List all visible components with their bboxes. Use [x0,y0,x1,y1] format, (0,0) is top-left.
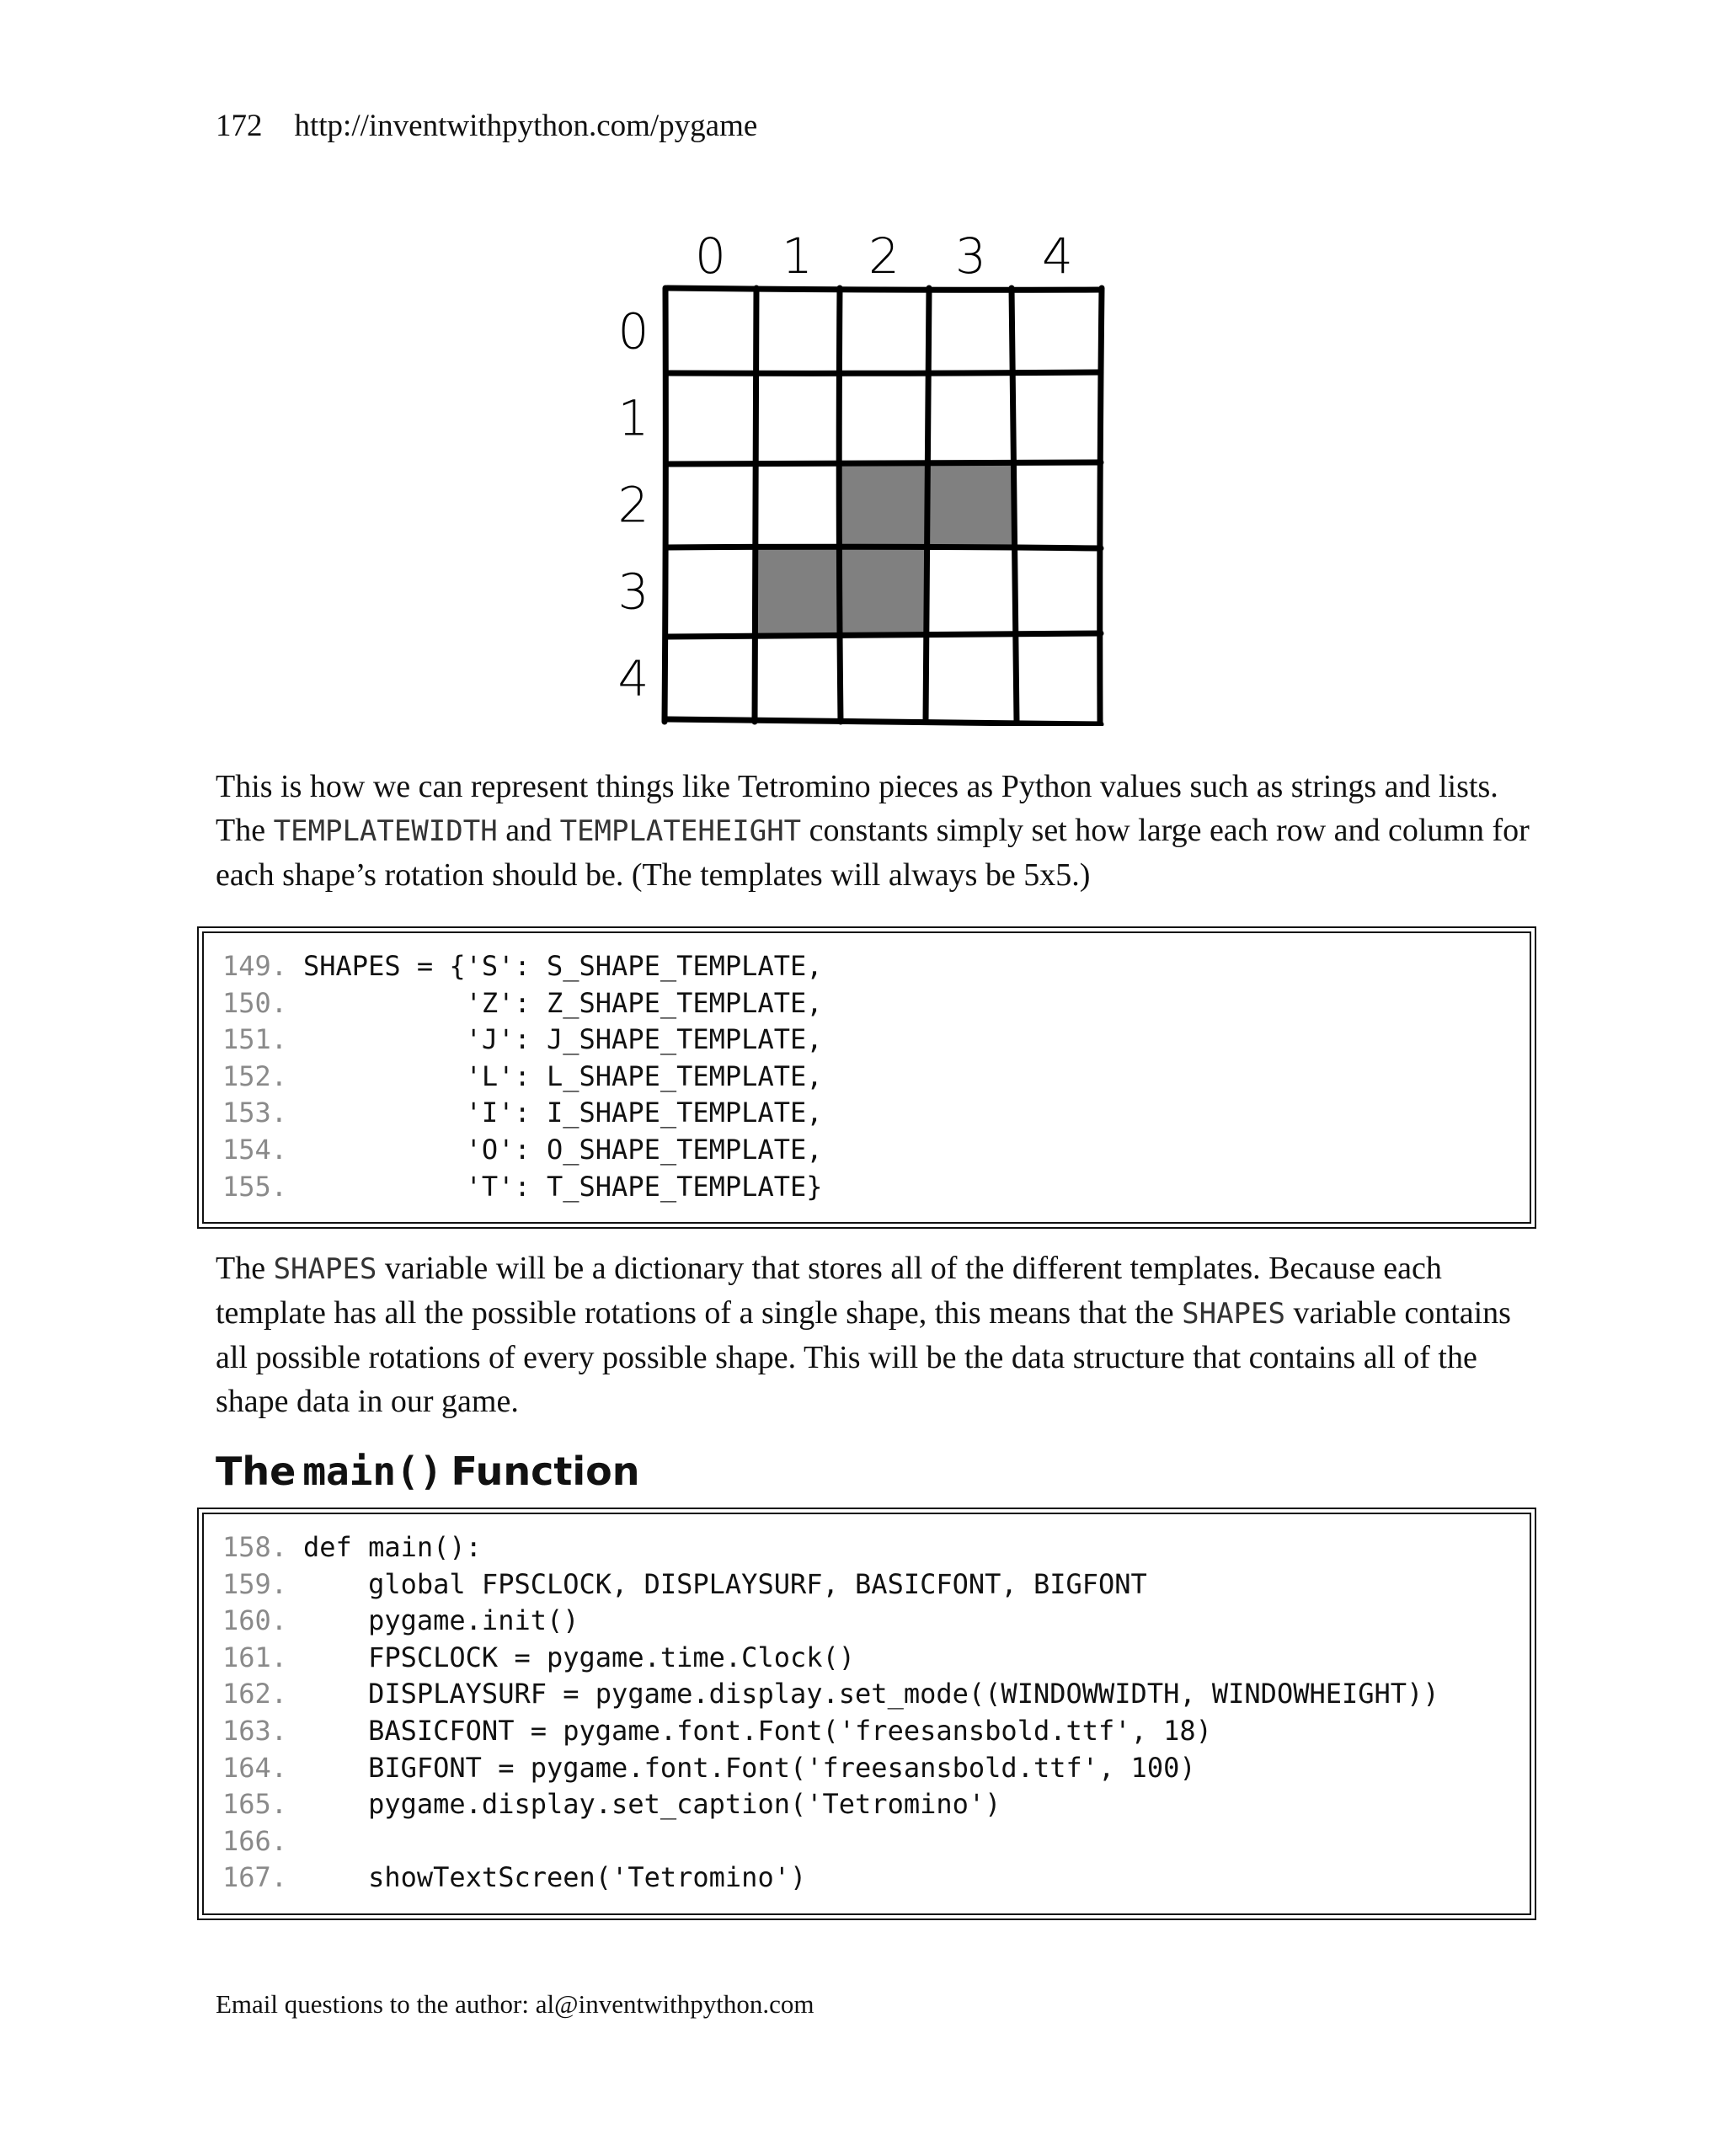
code-line [222,1566,1513,1604]
code-line [222,1169,1513,1206]
line-number: 154. [222,1133,288,1166]
grid-row-line [667,633,1101,637]
code-line [222,1786,1513,1823]
code-text: 'L': L_SHAPE_TEMPLATE, [303,1059,823,1092]
code-text: 'J': J_SHAPE_TEMPLATE, [303,1023,823,1056]
grid-col-line [755,288,756,722]
code-line [222,1132,1513,1169]
line-number: 150. [222,986,288,1019]
grid-row-line [667,288,1101,290]
code-text: BIGFONT = pygame.font.Font('freesansbold.ttf', 100) [303,1751,1196,1784]
inline-code-templatewidth: TEMPLATEWIDTH [273,814,498,848]
code-line [222,1529,1513,1566]
code-line [222,1603,1513,1640]
shape-template-grid-figure [606,221,1129,726]
grid-row-line [667,719,1101,724]
code-text: FPSCLOCK = pygame.time.Clock() [303,1641,856,1673]
grid-col-line [926,288,929,722]
page-header [216,108,757,144]
line-number: 164. [222,1751,288,1784]
column-index-label: 2 [868,227,900,285]
column-index-label: 0 [695,227,726,285]
code-listing-shapes [197,926,1536,1229]
filled-cell-r3-c2 [841,548,927,635]
line-number: 161. [222,1641,288,1673]
row-index-label: 3 [617,563,649,621]
code-text: 'O': O_SHAPE_TEMPLATE, [303,1133,823,1166]
line-number: 162. [222,1678,288,1710]
column-index-label: 1 [782,227,813,285]
code-line [222,948,1513,985]
code-line [222,1860,1513,1897]
code-line [222,1095,1513,1132]
line-number: 159. [222,1567,288,1600]
code-text: pygame.init() [303,1604,579,1637]
line-number: 152. [222,1059,288,1092]
grid-col-line [1012,288,1017,722]
line-number: 155. [222,1170,288,1203]
row-index-label: 4 [617,649,649,707]
paragraph-shapes-dictionary: The SHAPES variable will be a dictionary that stores all of the different templates. Because each template has all the possible rotations of a single shape, this means that the SHAPES variable contains all possible rotations of every possible shape. This will be the data structure that contains all of the shape data in our game. [216,1251,1511,1419]
page-footer: Email questions to the author: al@inventwithpython.com [216,1989,814,2019]
line-number: 151. [222,1023,288,1056]
line-number: 163. [222,1714,288,1747]
line-number: 149. [222,950,288,982]
grid-row-line [667,372,1101,373]
row-index-label: 1 [617,389,649,447]
code-listing-main [197,1508,1536,1920]
filled-cell-r2-c3 [927,462,1014,548]
grid-col-line [839,288,841,722]
code-text: showTextScreen('Tetromino') [303,1861,807,1894]
line-number: 165. [222,1788,288,1821]
line-number: 158. [222,1531,288,1563]
line-number: 166. [222,1824,288,1857]
column-index-label: 3 [955,227,986,285]
line-number: 167. [222,1861,288,1894]
code-line [222,1713,1513,1750]
code-text: 'T': T_SHAPE_TEMPLATE} [303,1170,823,1203]
code-text: def main(): [303,1531,482,1563]
code-text: BASICFONT = pygame.font.Font('freesansbold.ttf', 18) [303,1714,1212,1747]
line-number: 153. [222,1097,288,1129]
code-line [222,1823,1513,1860]
code-text: SHAPES = {'S': S_SHAPE_TEMPLATE, [303,950,823,982]
code-text: pygame.display.set_caption('Tetromino') [303,1788,1001,1821]
filled-cell-r3-c1 [754,548,841,635]
header-url[interactable]: http://inventwithpython.com/pygame [294,109,758,143]
code-line [222,1676,1513,1713]
inline-code-shapes: SHAPES [1182,1297,1285,1331]
code-line [222,1750,1513,1787]
code-text: DISPLAYSURF = pygame.display.set_mode((WINDOWWIDTH, WINDOWHEIGHT)) [303,1678,1439,1710]
grid-col-line [1100,288,1102,722]
row-index-label: 2 [617,476,649,534]
code-line [222,1022,1513,1059]
filled-cell-r2-c2 [841,462,927,548]
grid-row-line [667,462,1101,464]
code-line [222,985,1513,1022]
column-index-label: 4 [1042,227,1073,285]
code-text: global FPSCLOCK, DISPLAYSURF, BASICFONT, BIGFONT [303,1567,1147,1600]
grid-row-line [667,547,1101,548]
page-number: 172 [216,109,263,143]
code-text: 'Z': Z_SHAPE_TEMPLATE, [303,986,823,1019]
code-line [222,1059,1513,1096]
inline-code-shapes: SHAPES [273,1252,377,1286]
code-text: 'I': I_SHAPE_TEMPLATE, [303,1097,823,1129]
inline-code-templateheight: TEMPLATEHEIGHT [559,814,802,848]
line-number: 160. [222,1604,288,1637]
paragraph-template-constants: This is how we can represent things like Tetromino pieces as Python values such as strings and lists. The TEMPLATEWIDTH and TEMPLATEHEIGHT constants simply set how large each row and column for each shape’s rotation should be. (The templates will always be 5x5.) [216,769,1530,893]
section-heading-main-function: The main() Function [216,1449,640,1494]
code-line [222,1640,1513,1677]
row-index-label: 0 [617,302,649,360]
